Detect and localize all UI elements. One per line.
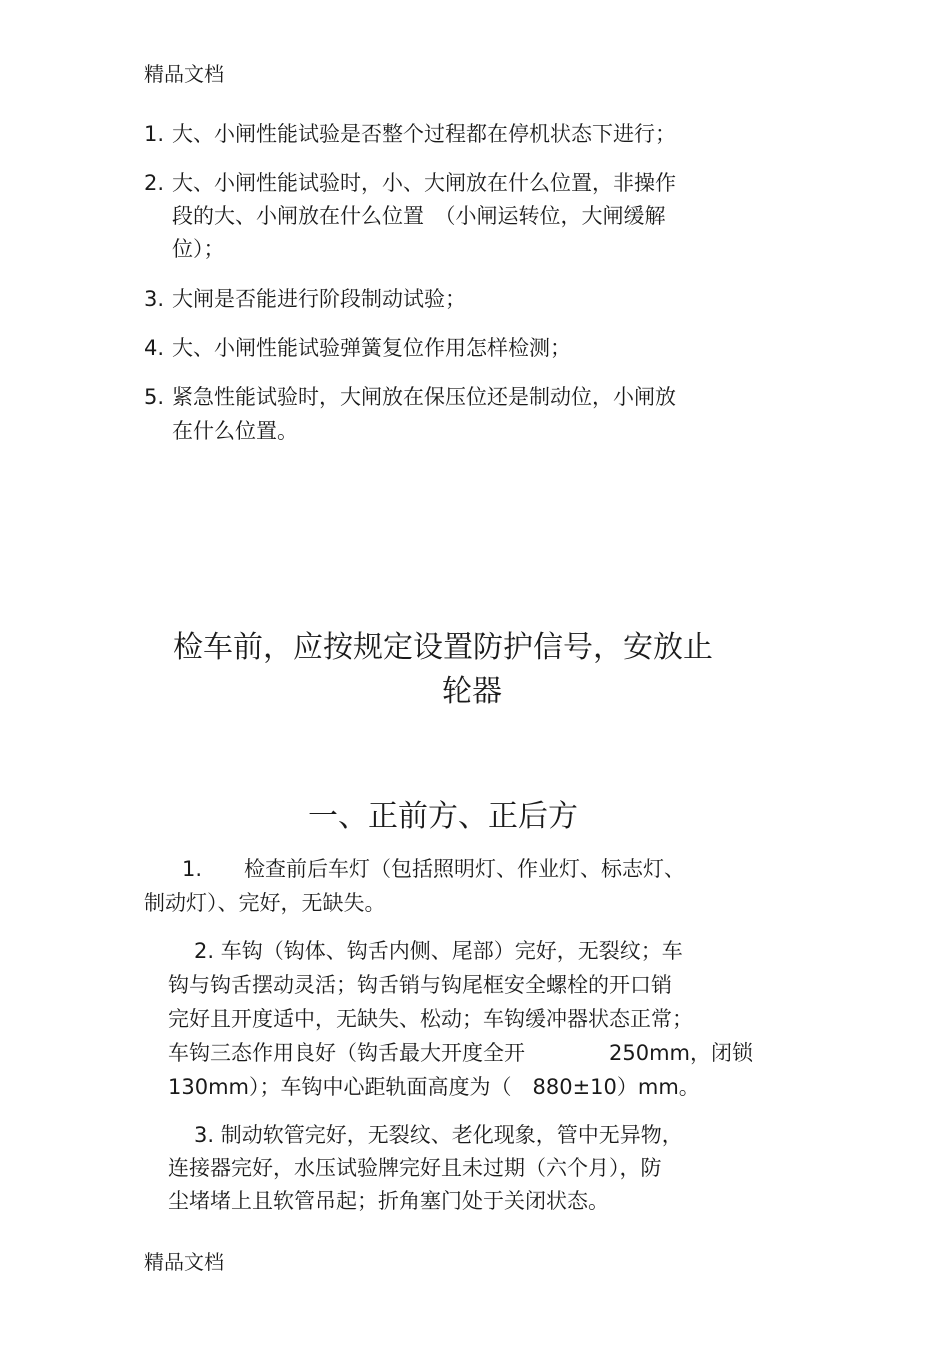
question-5-number: 5. (144, 385, 165, 409)
question-2-line-2: 段的大、小闸放在什么位置 （小闸运转位，大闸缓解 (172, 204, 666, 228)
question-1-number: 1. (144, 122, 165, 146)
question-2-line-1: 大、小闸性能试验时，小、大闸放在什么位置，非操作 (172, 171, 676, 195)
item-2-line-2: 钩与钩舌摆动灵活；钩舌销与钩尾框安全螺栓的开口销 (168, 973, 672, 997)
question-4-number: 4. (144, 336, 165, 360)
question-5-line-2: 在什么位置。 (172, 419, 298, 443)
item-2-line-1: 2. 车钩（钩体、钩舌内侧、尾部）完好，无裂纹；车 (194, 939, 683, 963)
item-2-line-3: 完好且开度适中，无缺失、松动；车钩缓冲器状态正常； (168, 1007, 693, 1031)
page-footer: 精品文档 (144, 1250, 224, 1274)
question-2-line-3: 位）； (172, 237, 225, 261)
page-header: 精品文档 (144, 62, 224, 86)
item-1-line-2: 制动灯）、完好，无缺失。 (144, 891, 386, 915)
question-2-number: 2. (144, 171, 165, 195)
question-3-number: 3. (144, 287, 165, 311)
item-3-line-2: 连接器完好，水压试验牌完好且未过期（六个月），防 (168, 1156, 662, 1180)
item-1-line-1: 1. 检查前后车灯（包括照明灯、作业灯、标志灯、 (182, 857, 686, 881)
question-1-line-1: 大、小闸性能试验是否整个过程都在停机状态下进行； (172, 122, 676, 146)
question-4-line-1: 大、小闸性能试验弹簧复位作用怎样检测； (172, 336, 571, 360)
item-3-line-1: 3. 制动软管完好，无裂纹、老化现象，管中无异物， (194, 1123, 683, 1147)
section-title: 一、正前方、正后方 (308, 799, 578, 834)
item-2-line-4: 车钩三态作用良好（钩舌最大开度全开 250mm，闭锁 (168, 1041, 753, 1065)
heading-line-2: 轮器 (442, 674, 502, 709)
item-3-line-3: 尘堵堵上且软管吊起；折角塞门处于关闭状态。 (168, 1189, 609, 1213)
item-2-line-5: 130mm）；车钩中心距轨面高度为（ 880±10）mm。 (168, 1075, 700, 1099)
question-5-line-1: 紧急性能试验时，大闸放在保压位还是制动位，小闸放 (172, 385, 676, 409)
heading-line-1: 检车前，应按规定设置防护信号，安放止 (173, 630, 713, 665)
question-3-line-1: 大闸是否能进行阶段制动试验； (172, 287, 466, 311)
